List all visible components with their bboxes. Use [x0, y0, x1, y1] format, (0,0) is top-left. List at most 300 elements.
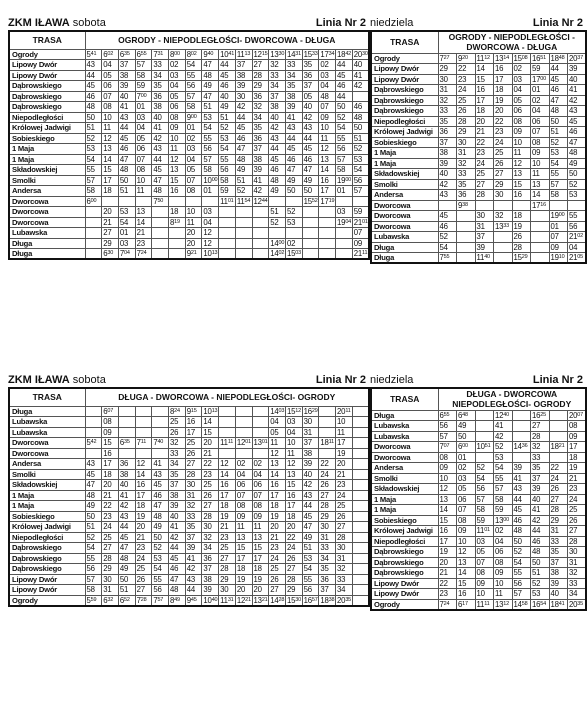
departure-time: 54: [185, 60, 202, 71]
departure-time: 26: [202, 490, 219, 501]
stop-name: Lubawska: [371, 232, 438, 243]
departure-time: 56: [85, 564, 102, 575]
departure-time: 14: [219, 469, 236, 480]
departure-time: 16: [102, 448, 119, 459]
departure-time: 49: [152, 522, 169, 533]
departure-time: 09: [531, 148, 550, 159]
timetable-grid: [370, 387, 587, 611]
departure-time: 14: [135, 217, 152, 228]
departure-time: 53: [352, 154, 369, 165]
departure-time: 55: [549, 169, 568, 180]
departure-time: [512, 200, 531, 211]
departure-time: 28: [457, 116, 476, 127]
departure-time: 15: [235, 543, 252, 554]
departure-time: 54: [494, 463, 513, 474]
departure-time: 54: [118, 217, 135, 228]
departure-time: 33: [169, 448, 186, 459]
departure-time: 37: [438, 137, 457, 148]
stop-name: Lubawska: [371, 431, 438, 442]
departure-time: 42: [185, 564, 202, 575]
departure-time: 48: [531, 547, 550, 558]
departure-time: $8^{24}$: [169, 406, 186, 417]
departure-time: 48: [118, 165, 135, 176]
departure-time: 52: [549, 137, 568, 148]
departure-time: 35: [438, 116, 457, 127]
departure-time: 54: [152, 564, 169, 575]
departure-time: 59: [475, 515, 494, 526]
departure-time: $6^{48}$: [457, 410, 476, 421]
departure-time: 27: [135, 585, 152, 596]
departure-time: [269, 228, 286, 239]
departure-time: 47: [118, 154, 135, 165]
departure-time: 37: [531, 473, 550, 484]
departure-time: 57: [185, 91, 202, 102]
departure-time: [531, 242, 550, 253]
stop-name: Długa: [371, 253, 438, 264]
departure-time: 23: [438, 589, 457, 600]
departure-time: 10: [185, 207, 202, 218]
departure-time: 01: [185, 123, 202, 134]
departure-time: 59: [494, 505, 513, 516]
departure-time: 37: [185, 532, 202, 543]
departure-time: 41: [252, 175, 269, 186]
departure-time: 27: [102, 543, 119, 554]
stop-name: Ogrody: [9, 49, 85, 60]
table-row: [9, 49, 369, 60]
departure-time: 37: [235, 60, 252, 71]
departure-time: 42: [152, 133, 169, 144]
departure-time: [352, 438, 369, 449]
departure-time: $6^{00}$: [457, 442, 476, 453]
departure-time: 09: [568, 431, 587, 442]
departure-time: 04: [269, 417, 286, 428]
departure-time: 25: [102, 532, 119, 543]
departure-time: 27: [549, 494, 568, 505]
departure-time: 13: [269, 459, 286, 470]
departure-time: 37: [269, 91, 286, 102]
departure-time: 02: [185, 133, 202, 144]
departure-time: 51: [302, 543, 319, 554]
departure-time: 52: [438, 232, 457, 243]
departure-time: 23: [219, 532, 236, 543]
departure-time: 55: [85, 553, 102, 564]
panel-header: [8, 374, 368, 387]
departure-time: $6^{35}$: [118, 49, 135, 60]
table-row: [371, 599, 586, 610]
departure-time: 08: [457, 515, 476, 526]
departure-time: 13: [438, 494, 457, 505]
departure-time: 35: [531, 463, 550, 474]
departure-time: 18: [494, 85, 513, 96]
departure-time: 31: [336, 553, 353, 564]
departure-time: 21: [102, 490, 119, 501]
departure-time: [319, 406, 336, 417]
departure-time: 49: [285, 175, 302, 186]
departure-time: 26: [319, 480, 336, 491]
departure-time: 40: [219, 91, 236, 102]
departure-time: [152, 238, 169, 249]
departure-time: $18^{21}$: [549, 442, 568, 453]
table-row: [9, 469, 369, 480]
departure-time: 32: [494, 211, 513, 222]
stop-name: Dworcowa: [9, 196, 85, 207]
table-row: [371, 232, 586, 243]
departure-time: 21: [135, 532, 152, 543]
departure-time: 51: [202, 102, 219, 113]
departure-time: 21: [102, 217, 119, 228]
departure-time: 33: [336, 574, 353, 585]
departure-time: 25: [202, 480, 219, 491]
departure-time: 29: [252, 81, 269, 92]
departure-time: 16: [135, 480, 152, 491]
departure-time: 35: [169, 469, 186, 480]
stop-name: 1 Maja: [9, 154, 85, 165]
departure-time: [457, 253, 476, 264]
departure-time: 09: [102, 427, 119, 438]
departure-time: 36: [457, 190, 476, 201]
departure-time: 16: [285, 490, 302, 501]
departure-time: 08: [235, 501, 252, 512]
departure-time: 48: [169, 585, 186, 596]
departure-time: 31: [302, 427, 319, 438]
departure-time: 57: [135, 60, 152, 71]
departure-time: 27: [269, 585, 286, 596]
departure-time: $13^{01}$: [253, 438, 268, 448]
departure-time: 38: [549, 568, 568, 579]
departure-time: [219, 448, 236, 459]
stop-name: Dworcowa: [9, 438, 85, 449]
departure-time: 45: [152, 165, 169, 176]
departure-time: [219, 406, 236, 417]
departure-time: $21^{11}$: [353, 249, 368, 258]
departure-time: 55: [494, 473, 513, 484]
departure-time: 04: [285, 427, 302, 438]
departure-time: [152, 427, 169, 438]
table-row: [9, 564, 369, 575]
table-row: [371, 452, 586, 463]
departure-time: $6^{17}$: [457, 599, 476, 610]
departure-time: 23: [135, 543, 152, 554]
departure-time: 21: [336, 469, 353, 480]
departure-time: 45: [219, 70, 236, 81]
departure-time: 55: [302, 574, 319, 585]
departure-time: 33: [269, 70, 286, 81]
stop-name: Składowskiej: [371, 169, 438, 180]
departure-time: 42: [302, 480, 319, 491]
departure-time: 53: [118, 207, 135, 218]
departure-time: 12: [285, 459, 302, 470]
departure-time: 14: [102, 154, 119, 165]
departure-time: 27: [202, 501, 219, 512]
route-header: OGRODY - NIEPODLEGŁOŚCI- DWORCOWA - DŁUGA: [85, 31, 369, 49]
stop-name: Dworcowa: [9, 207, 85, 218]
stop-name: Dworcowa: [371, 442, 438, 453]
departure-time: 04: [169, 81, 186, 92]
departure-time: 34: [202, 543, 219, 554]
departure-time: 17: [102, 459, 119, 470]
departure-time: 37: [319, 585, 336, 596]
departure-time: [152, 448, 169, 459]
departure-time: 02: [494, 526, 513, 537]
departure-time: 04: [512, 85, 531, 96]
departure-time: 45: [302, 144, 319, 155]
departure-time: 52: [531, 578, 550, 589]
departure-time: [352, 543, 369, 554]
departure-time: 46: [118, 144, 135, 155]
departure-time: 25: [494, 148, 513, 159]
departure-time: 49: [568, 158, 587, 169]
departure-time: [494, 232, 513, 243]
table-row: [9, 543, 369, 554]
stop-name: Dworcowa: [371, 200, 438, 211]
departure-time: 55: [85, 165, 102, 176]
departure-time: 27: [102, 228, 119, 239]
departure-time: 46: [152, 490, 169, 501]
departure-time: 01: [118, 228, 135, 239]
departure-time: 37: [252, 144, 269, 155]
departure-time: $19^{00}$: [549, 211, 568, 222]
departure-time: 31: [438, 85, 457, 96]
departure-time: [85, 228, 102, 239]
departure-time: 40: [169, 511, 186, 522]
departure-time: 26: [549, 484, 568, 495]
departure-time: 18: [475, 106, 494, 117]
departure-time: [252, 406, 269, 417]
departure-time: 26: [285, 553, 302, 564]
departure-time: 07: [531, 127, 550, 138]
departure-time: 28: [185, 469, 202, 480]
departure-time: 15: [102, 438, 119, 449]
departure-time: [152, 228, 169, 239]
line-label: Linia Nr 2: [532, 374, 583, 386]
departure-time: 53: [285, 217, 302, 228]
departure-time: $11^{01}$: [220, 196, 234, 206]
departure-time: 26: [457, 106, 476, 117]
table-row: [9, 154, 369, 165]
departure-time: 44: [169, 543, 186, 554]
departure-time: 16: [512, 190, 531, 201]
departure-time: 40: [118, 480, 135, 491]
table-row: [9, 228, 369, 239]
departure-time: 50: [457, 431, 476, 442]
departure-time: 23: [475, 148, 494, 159]
stop-name: Długa: [371, 410, 438, 421]
departure-time: [235, 228, 252, 239]
departure-time: 05: [475, 547, 494, 558]
departure-time: 09: [235, 511, 252, 522]
table-row: [371, 179, 586, 190]
departure-time: 18: [285, 511, 302, 522]
departure-time: 05: [512, 95, 531, 106]
departure-time: [475, 410, 494, 421]
departure-time: [102, 196, 119, 207]
departure-time: $17^{00}$: [531, 74, 550, 85]
departure-time: 57: [85, 574, 102, 585]
departure-time: [252, 249, 269, 260]
departure-time: [118, 196, 135, 207]
departure-time: [457, 242, 476, 253]
table-row: [9, 406, 369, 417]
table-row: [371, 515, 586, 526]
departure-time: 50: [512, 536, 531, 547]
departure-time: 32: [336, 564, 353, 575]
stop-name: Andersa: [9, 459, 85, 470]
departure-time: 20: [102, 207, 119, 218]
departure-time: 42: [269, 123, 286, 134]
departure-time: $6^{55}$: [135, 49, 152, 60]
departure-time: 38: [118, 469, 135, 480]
departure-time: 24: [336, 490, 353, 501]
table-row: [9, 165, 369, 176]
departure-time: 56: [202, 144, 219, 155]
departure-time: 50: [152, 532, 169, 543]
departure-time: 47: [202, 91, 219, 102]
departure-time: 10: [512, 137, 531, 148]
departure-time: 51: [352, 133, 369, 144]
departure-time: 29: [438, 64, 457, 75]
stop-name: Dąbrowskiego: [9, 91, 85, 102]
departure-time: 32: [202, 532, 219, 543]
departure-time: 07: [252, 490, 269, 501]
departure-time: 54: [85, 543, 102, 554]
departure-time: 30: [438, 74, 457, 85]
stop-name: Lubawska: [9, 228, 85, 239]
departure-time: 44: [118, 522, 135, 533]
departure-time: 38: [202, 574, 219, 585]
departure-time: 19: [269, 511, 286, 522]
departure-time: 29: [494, 179, 513, 190]
departure-time: 20: [494, 106, 513, 117]
stop-name: Dąbrowskiego: [371, 95, 438, 106]
departure-time: [235, 217, 252, 228]
stop-name: Lipowy Dwór: [9, 585, 85, 596]
stop-name: Niepodległości: [371, 116, 438, 127]
departure-time: 16: [457, 589, 476, 600]
departure-time: 20: [102, 480, 119, 491]
departure-time: $11^{31}$: [220, 595, 234, 605]
stop-name: Sobieskiego: [371, 137, 438, 148]
departure-time: 02: [252, 459, 269, 470]
table-row: [371, 463, 586, 474]
departure-time: 09: [252, 511, 269, 522]
table-row: [9, 238, 369, 249]
departure-time: 12: [135, 459, 152, 470]
departure-time: 02: [285, 238, 302, 249]
departure-time: 15: [457, 578, 476, 589]
departure-time: 55: [202, 133, 219, 144]
departure-time: [531, 232, 550, 243]
departure-time: 05: [185, 165, 202, 176]
departure-time: 06: [512, 106, 531, 117]
departure-time: 32: [252, 102, 269, 113]
departure-time: 55: [152, 574, 169, 585]
departure-time: [352, 522, 369, 533]
departure-time: $8^{49}$: [169, 595, 186, 606]
departure-time: 31: [102, 585, 119, 596]
departure-time: 07: [135, 154, 152, 165]
table-row: [9, 123, 369, 134]
departure-time: 51: [85, 522, 102, 533]
table-row: [9, 585, 369, 596]
stop-name: Dąbrowskiego: [9, 543, 85, 554]
departure-time: [352, 91, 369, 102]
departure-time: 20: [336, 459, 353, 470]
departure-time: 04: [531, 106, 550, 117]
departure-time: 13: [135, 207, 152, 218]
departure-time: 53: [531, 589, 550, 600]
stop-name: Andersa: [371, 190, 438, 201]
departure-time: 48: [512, 526, 531, 537]
departure-time: [352, 501, 369, 512]
day-label: niedziela: [370, 17, 414, 29]
departure-time: 13: [252, 532, 269, 543]
departure-time: 40: [531, 494, 550, 505]
table-row: [371, 106, 586, 117]
departure-time: 39: [475, 242, 494, 253]
departure-time: 56: [512, 578, 531, 589]
departure-time: 35: [252, 123, 269, 134]
table-row: [371, 568, 586, 579]
departure-time: [549, 421, 568, 432]
departure-time: 32: [269, 60, 286, 71]
departure-time: 27: [219, 553, 236, 564]
departure-time: 58: [85, 585, 102, 596]
departure-time: 04: [202, 217, 219, 228]
departure-time: $12^{44}$: [253, 196, 268, 206]
departure-time: 33: [185, 511, 202, 522]
departure-time: [302, 228, 319, 239]
departure-time: $21^{05}$: [568, 253, 587, 264]
stop-name: Sobieskiego: [9, 511, 85, 522]
departure-time: 16: [319, 175, 336, 186]
departure-time: 07: [235, 490, 252, 501]
operator-name: ZKM IŁAWA: [8, 17, 70, 29]
departure-time: [352, 595, 369, 606]
departure-time: [352, 511, 369, 522]
departure-time: $13^{33}$: [494, 221, 513, 232]
departure-time: 57: [85, 175, 102, 186]
stop-name: Dąbrowskiego: [371, 547, 438, 558]
departure-time: 22: [494, 116, 513, 127]
stop-name: Ogrody: [371, 599, 438, 610]
departure-time: 44: [152, 154, 169, 165]
departure-time: 30: [302, 417, 319, 428]
departure-time: [336, 196, 353, 207]
departure-time: $9^{38}$: [457, 200, 476, 211]
departure-time: $15^{12}$: [286, 406, 301, 416]
departure-time: 57: [494, 484, 513, 495]
departure-time: 27: [475, 179, 494, 190]
departure-time: 28: [202, 511, 219, 522]
departure-time: 20: [438, 557, 457, 568]
departure-time: 43: [438, 190, 457, 201]
departure-time: 06: [235, 480, 252, 491]
departure-time: 29: [219, 574, 236, 585]
departure-time: 46: [352, 102, 369, 113]
departure-time: [568, 200, 587, 211]
departure-time: [85, 207, 102, 218]
departure-time: 36: [252, 91, 269, 102]
timetable-grid: [370, 30, 587, 264]
departure-time: [235, 249, 252, 260]
table-row: [9, 427, 369, 438]
departure-time: 22: [102, 501, 119, 512]
departure-time: 17: [319, 186, 336, 197]
departure-time: [152, 207, 169, 218]
departure-time: 22: [202, 459, 219, 470]
departure-time: 58: [336, 165, 353, 176]
table-row: [371, 95, 586, 106]
